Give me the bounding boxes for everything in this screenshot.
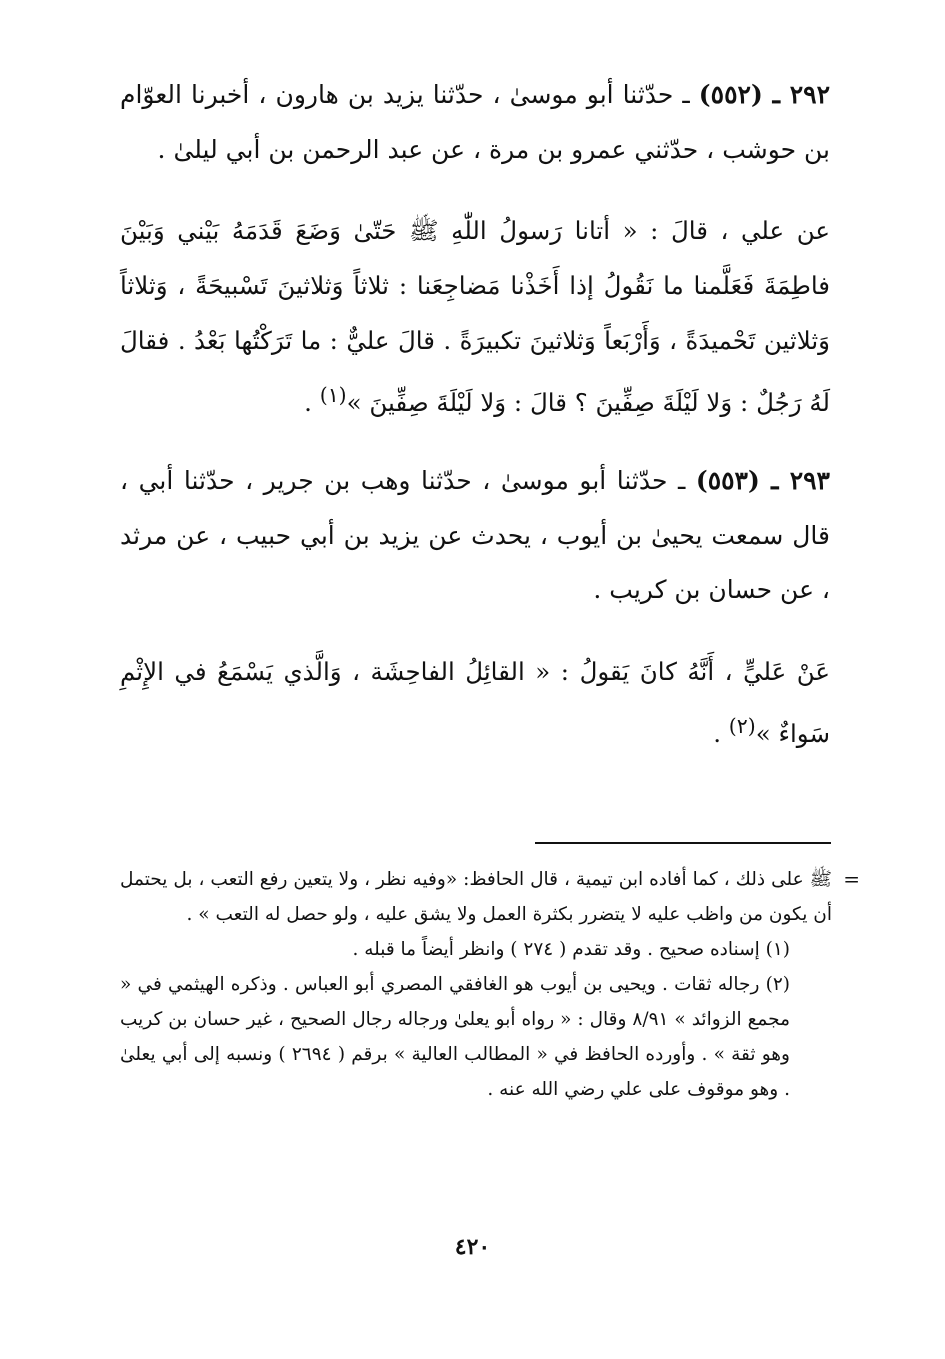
footnote-continuation: ﷺ على ذلك ، كما أفاده ابن تيمية ، قال الحافظ: «وفيه نظر ، ولا يتعين رفع التعب ، بل يحتمل أن يكون من واظب عليه لا يتضرر بكثرة العمل ولا يشق عليه ، ولو حصل له التعب » .: [120, 869, 832, 925]
sentence-end: .: [713, 718, 729, 748]
hadith-number: ٢٩٣ ـ (٥٥٣): [695, 466, 830, 496]
footnote-ref[interactable]: (٢): [728, 713, 756, 738]
footnote-separator: [535, 842, 831, 844]
hadith-292-text: [120, 203, 830, 430]
footnote-ref[interactable]: (١): [319, 383, 347, 407]
hadith-number: ٢٩٢ ـ (٥٥٢): [698, 80, 831, 109]
footnote-1: (١) إسناده صحيح . وقد تقدم ( ٢٧٤ ) وانظر أيضاً ما قبله .: [352, 939, 790, 960]
isnad-text: ـ حدّثنا أبو موسىٰ ، حدّثنا يزيد بن هارون ، أخبرنا العوّام بن حوشب ، حدّثني عمرو بن مرة ، عن عبد الرحمن بن أبي ليلىٰ .: [120, 80, 830, 164]
hadith-292-chain: [120, 68, 830, 177]
footnotes: [120, 862, 860, 1107]
matn-text: عن علي ، قالَ : « أتانا رَسولُ اللّٰهِ ﷺ حَتّىٰ وَضَعَ قَدَمَهُ بَيْني وَبَيْنَ فاطِمَةَ فَعَلَّمنا ما نَقُولُ إذا أَخَذْنا مَضاجِعَنا : ثلاثاً وَثلاثينَ تَسْبيحَةً ، وَثلاثاً وَثلاثين تَحْميدَةً ، وَأَرْبَعاً وَثلاثينَ تكبيرَةً . قالَ عليٌّ : ما تَرَكْتُها بَعْدُ . فقالَ لَهُ رَجُلٌ : وَلا لَيْلَةَ صِفِّينَ ؟ قالَ : وَلا لَيْلَةَ صِفِّينَ »: [120, 216, 830, 418]
matn-text: عَنْ عَليٍّ ، أَنَّهُ كانَ يَقولُ : « القائِلُ الفاحِشَة ، وَالَّذي يَسْمَعُ في الإِثْمِ سَواءٌ »: [120, 656, 830, 748]
hadith-293-chain: [120, 454, 830, 618]
page-number: ٤٢٠: [454, 1234, 491, 1260]
footnote-2: (٢) رجاله ثقات . ويحيى بن أيوب هو الغافقي المصري أبو العباس . وذكره الهيثمي في « مجمع الزوائد » ٨/٩١ وقال : « رواه أبو يعلىٰ ورجاله رجال الصحيح ، غير حسان بن كريب وهو ثقة » . وأورده الحافظ في « المطالب العالية » برقم ( ٢٦٩٤ ) ونسبه إلى أبي يعلىٰ . وهو موقوف على علي رضي الله عنه .: [120, 974, 790, 1100]
continuation-mark: =: [843, 867, 860, 891]
sentence-end: .: [304, 388, 320, 418]
hadith-293-text: [120, 644, 830, 761]
main-text: [120, 68, 830, 785]
isnad-text: ـ حدّثنا أبو موسىٰ ، حدّثنا وهب بن جرير ، حدّثنا أبي ، قال سمعت يحيىٰ بن أيوب ، يحدث عن يزيد بن أبي حبيب ، عن مرثد ، عن حسان بن كريب .: [120, 466, 830, 605]
